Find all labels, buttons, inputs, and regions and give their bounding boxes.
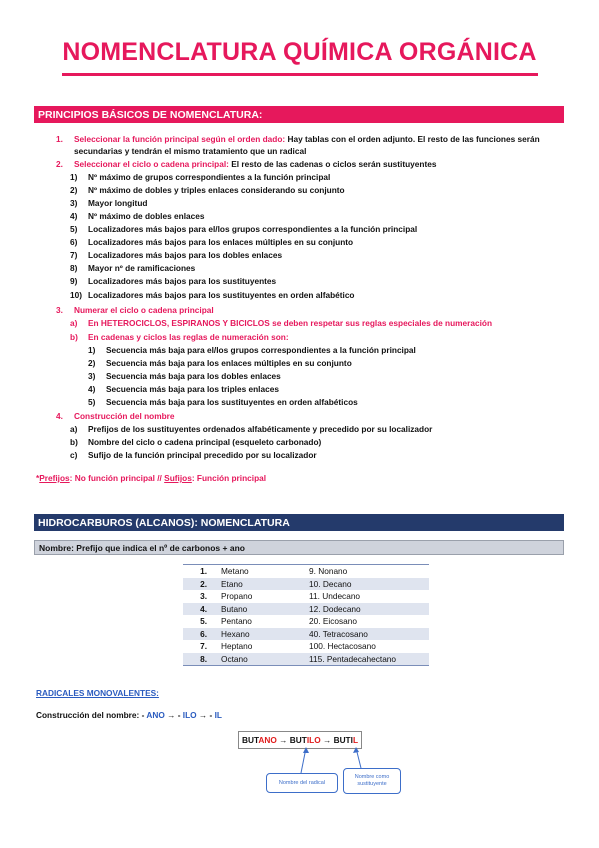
table-row: 7. Heptano 100. Hectacosano [200,641,376,652]
arrow-head-butilo [303,747,309,753]
list-item: 3) Secuencia más baja para los dobles enlaces [88,371,281,381]
rule-4: 4. Construcción del nombre [56,411,175,421]
table-row: 8. Octano 115. Pentadecahectano [183,653,429,666]
rule-2-text: El resto de las cadenas o ciclos serán sustituyentes [228,159,437,169]
table-row: 5. Pentano 20. Eicosano [200,616,357,627]
list-item: 3) Mayor longitud [70,198,148,208]
list-item: 2) Nº máximo de dobles y triples enlaces considerando su conjunto [70,185,345,195]
alcanos-rule-bar: Nombre: Prefijo que indica el nº de carbonos + ano [34,540,564,555]
table-row: 1. Metano 9. Nonano [183,565,429,578]
list-item: a) Prefijos de los sustituyentes ordenados alfabéticamente y precedido por su localizador [70,424,433,434]
rule-3-title: Numerar el ciclo o cadena principal [74,305,214,315]
list-item: 1) Nº máximo de grupos correspondientes a la función principal [70,172,331,182]
list-item: 7) Localizadores más bajos para los dobles enlaces [70,250,283,260]
list-item: 6) Localizadores más bajos para los enlaces múltiples en su conjunto [70,237,354,247]
radical-construction-rule: Construcción del nombre: - ANO → - ILO → - IL [36,710,222,720]
rule-1-title: Seleccionar la función principal según el orden dado: [74,134,286,144]
list-item: b) Nombre del ciclo o cadena principal (esqueleto carbonado) [70,437,322,447]
list-item: 9) Localizadores más bajos para los sustituyentes [70,276,277,286]
list-item: 10) Localizadores más bajos para los sustituyentes en orden alfabético [70,290,355,300]
table-row: 3. Propano 11. Undecano [200,591,361,602]
list-item: 4) Nº máximo de dobles enlaces [70,211,205,221]
list-item: 4) Secuencia más baja para los triples enlaces [88,384,279,394]
rule-2-number: 2. [56,159,63,169]
rule-1-number: 1. [56,134,63,144]
list-item: 5) Secuencia más baja para los sustituyentes en orden alfabéticos [88,397,358,407]
page-title: NOMENCLATURA QUÍMICA ORGÁNICA [62,38,537,66]
table-row: 4. Butano 12. Dodecano [183,603,429,616]
callout-nombre-sustituyente: Nombre como sustituyente [343,768,401,794]
list-item: 2) Secuencia más baja para los enlaces múltiples en su conjunto [88,358,352,368]
butano-example-box: BUTANO → BUTILO → BUTIL [238,731,362,749]
table-row: 2. Etano 10. Decano [183,578,429,591]
callout-nombre-radical: Nombre del radical [266,773,338,793]
rule-2-title: Seleccionar el ciclo o cadena principal: [74,159,229,169]
list-item: 8) Mayor nº de ramificaciones [70,263,196,273]
rule-1-text: Hay tablas con el orden adjunto. El resto de las funciones serán [285,134,540,144]
section-header-radicales: RADICALES MONOVALENTES: [36,688,159,698]
section-header-principios: PRINCIPIOS BÁSICOS DE NOMENCLATURA: [34,106,564,123]
list-item: c) Sufijo de la función principal precedido por su localizador [70,450,317,460]
list-item: 1) Secuencia más baja para el/los grupos correspondientes a la función principal [88,345,416,355]
prefix-suffix-note: *Prefijos: No función principal // Sufijos: Función principal [36,473,267,483]
list-item: 5) Localizadores más bajos para el/los grupos correspondientes a la función principal [70,224,418,234]
rule-3-number: 3. [56,305,63,315]
rule-3a: a) En HETEROCICLOS, ESPIRANOS Y BICICLOS se deben respetar sus reglas especiales de numeración [70,318,493,328]
rule-3b: b) En cadenas y ciclos las reglas de numeración son: [70,332,289,342]
arrow-head-butil [353,747,359,753]
section-header-alcanos: HIDROCARBUROS (ALCANOS): NOMENCLATURA [34,514,564,531]
rule-1-continuation: secundarias y tendrán el mismo tratamiento que un radical [74,146,307,156]
table-row: 6. Hexano 40. Tetracosano [183,628,429,641]
